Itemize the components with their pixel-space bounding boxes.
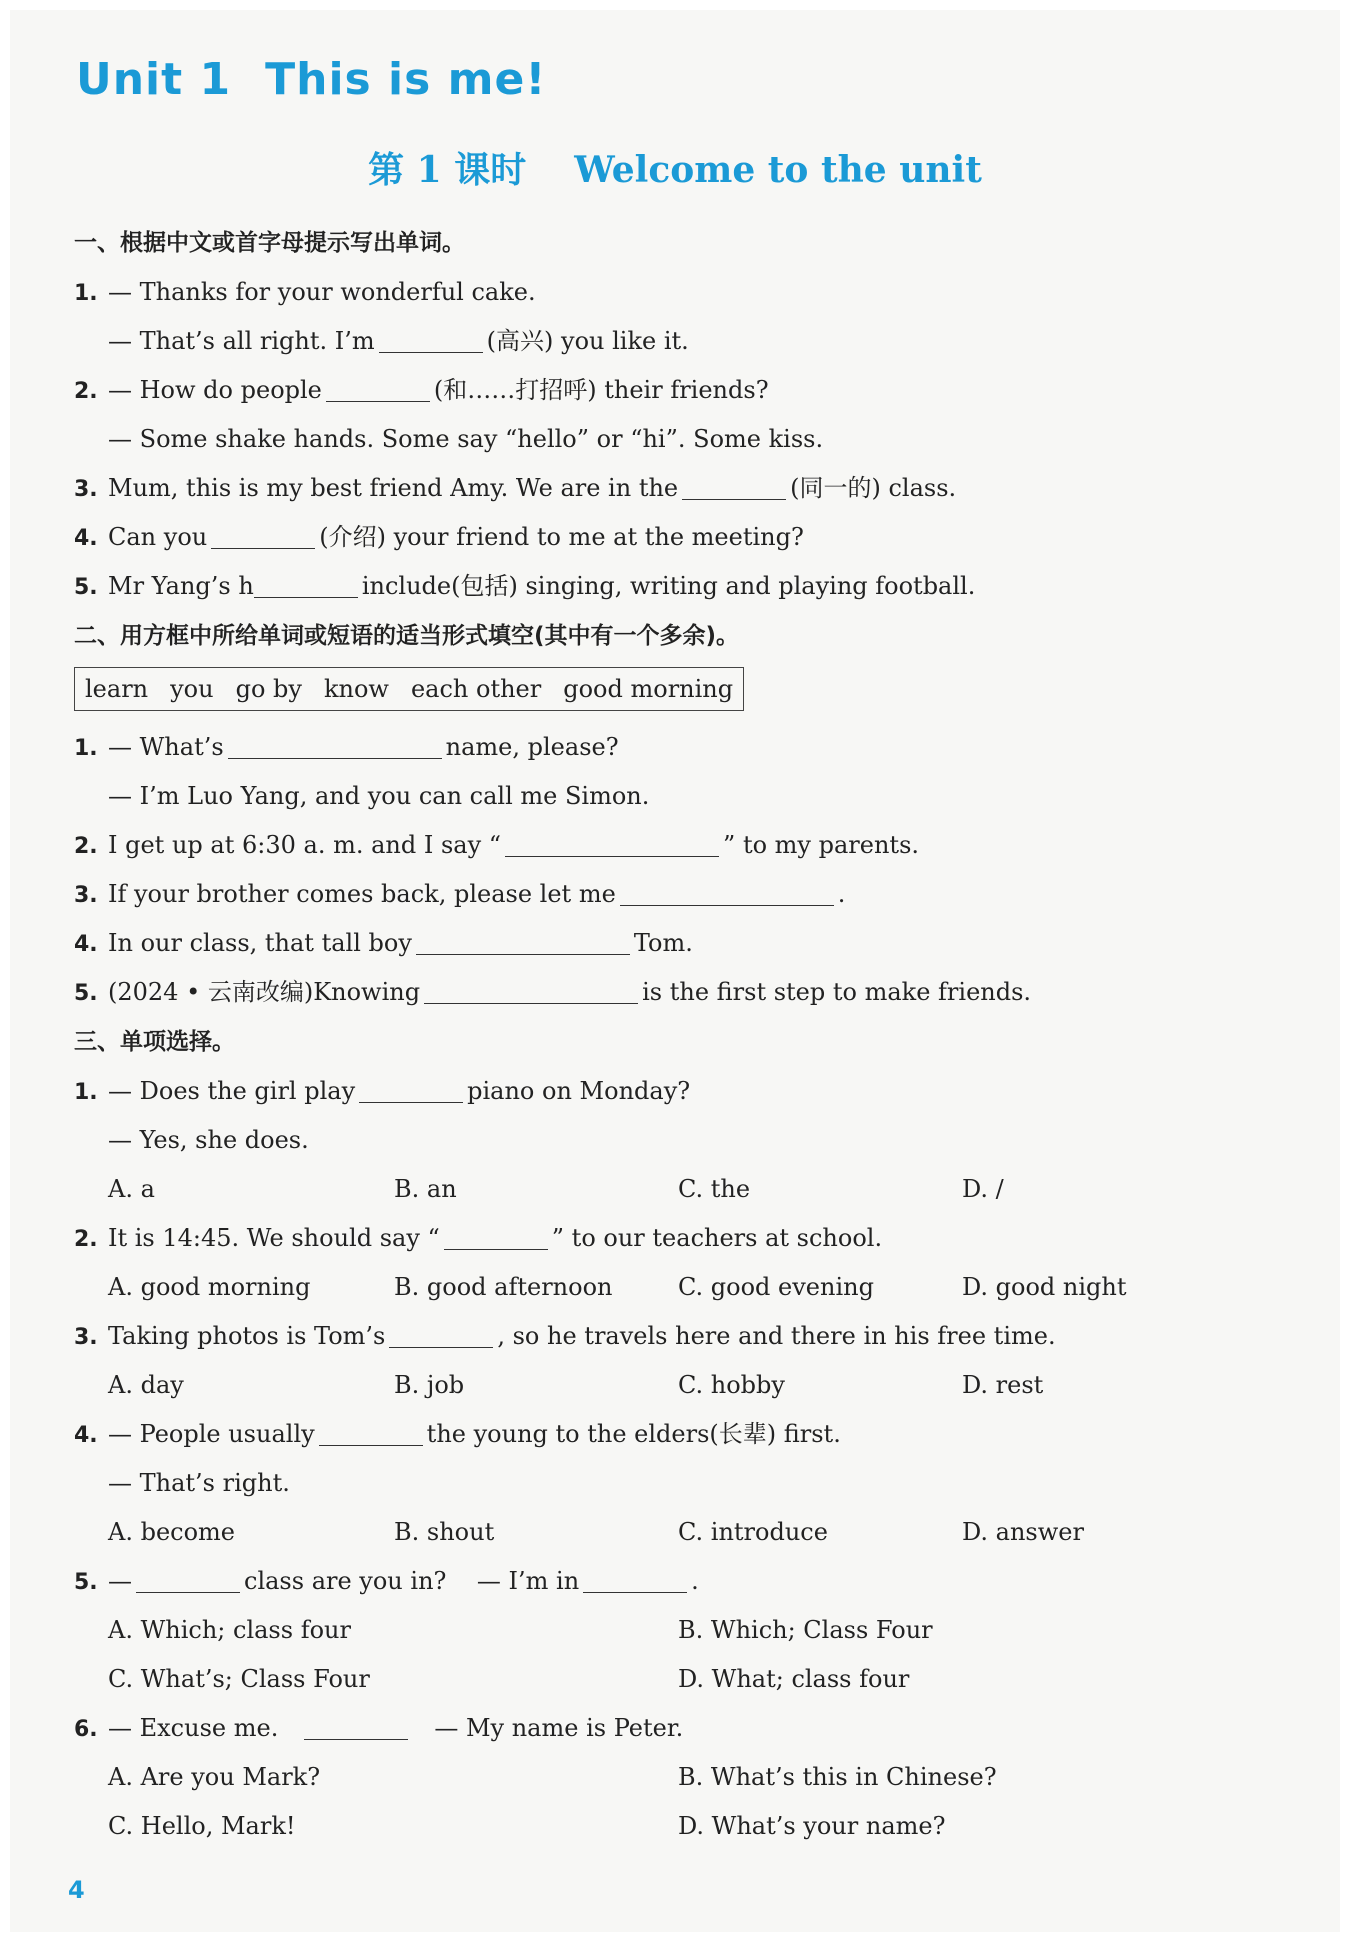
s3-q5-options-row2 <box>74 1655 1274 1704</box>
answer-blank[interactable] <box>444 1223 548 1250</box>
answer-blank[interactable] <box>620 879 834 906</box>
answer-blank[interactable] <box>505 830 719 857</box>
lesson-label: 第 1 课时 <box>368 149 527 191</box>
answer-blank[interactable] <box>379 326 483 353</box>
s1-q2-line2: — Some shake hands. Some say “hello” or “hi”. Some kiss. <box>108 425 824 453</box>
word-bank-item: know <box>323 675 389 703</box>
word-bank-item: go by <box>235 675 302 703</box>
option-d[interactable]: D. What; class four <box>678 1665 910 1693</box>
lesson-name: Welcome to the unit <box>574 149 982 191</box>
s3-q4-line1: 4. — People usually the young to the elders(长辈) first. <box>74 1420 841 1448</box>
unit-label: Unit 1 <box>76 54 232 105</box>
option-d[interactable]: D. / <box>962 1175 1004 1203</box>
answer-blank[interactable] <box>682 473 786 500</box>
s3-q1-line2: — Yes, she does. <box>108 1126 309 1154</box>
option-c[interactable]: C. introduce <box>678 1518 828 1546</box>
s3-q2: 2. It is 14:45. We should say “ ” to our teachers at school. <box>74 1224 883 1252</box>
answer-blank[interactable] <box>228 732 442 759</box>
answer-blank[interactable] <box>211 522 315 549</box>
option-b[interactable]: B. shout <box>394 1518 495 1546</box>
page-number: 4 <box>68 1876 85 1904</box>
worksheet-page <box>10 10 1340 1932</box>
answer-blank[interactable] <box>416 928 630 955</box>
answer-blank[interactable] <box>319 1419 423 1446</box>
s1-q1-line1: 1. — Thanks for your wonderful cake. <box>74 278 536 306</box>
exercise-content <box>74 218 1274 1851</box>
option-b[interactable]: B. good afternoon <box>394 1273 613 1301</box>
option-a[interactable]: A. Are you Mark? <box>108 1763 321 1791</box>
s2-q2: 2. I get up at 6:30 a. m. and I say “ ” to my parents. <box>74 831 920 859</box>
unit-title <box>76 54 580 105</box>
option-d[interactable]: D. good night <box>962 1273 1127 1301</box>
option-b[interactable]: B. job <box>394 1371 465 1399</box>
s2-q1-line2: — I’m Luo Yang, and you can call me Simon. <box>108 782 650 810</box>
s1-q2-line1: 2. — How do people (和……打招呼) their friends? <box>74 376 769 404</box>
option-c[interactable]: C. Hello, Mark! <box>108 1812 296 1840</box>
option-d[interactable]: D. rest <box>962 1371 1044 1399</box>
s3-q4-line2: — That’s right. <box>108 1469 290 1497</box>
option-c[interactable]: C. hobby <box>678 1371 785 1399</box>
word-bank-item: good morning <box>563 675 734 703</box>
answer-blank[interactable] <box>389 1321 493 1348</box>
section-3-title: 三、单项选择。 <box>74 1029 235 1055</box>
s3-q1-line1: 1. — Does the girl play piano on Monday? <box>74 1077 691 1105</box>
s3-q5-options-row1 <box>74 1606 1274 1655</box>
option-b[interactable]: B. What’s this in Chinese? <box>678 1763 997 1791</box>
option-b[interactable]: B. an <box>394 1175 457 1203</box>
s1-q5: 5. Mr Yang’s h include(包括) singing, writing and playing football. <box>74 572 976 600</box>
unit-name: This is me! <box>265 54 547 105</box>
s2-q4: 4. In our class, that tall boy Tom. <box>74 929 693 957</box>
option-a[interactable]: A. good morning <box>108 1273 311 1301</box>
answer-blank[interactable] <box>424 977 638 1004</box>
s3-q3: 3. Taking photos is Tom’s , so he travels here and there in his free time. <box>74 1322 1056 1350</box>
word-bank-item: you <box>170 675 214 703</box>
s3-q3-options <box>74 1361 1274 1410</box>
option-c[interactable]: C. good evening <box>678 1273 874 1301</box>
lesson-title <box>10 142 1340 193</box>
answer-blank[interactable] <box>583 1566 687 1593</box>
answer-blank[interactable] <box>359 1076 463 1103</box>
answer-blank[interactable] <box>326 375 430 402</box>
s3-q1-options <box>74 1165 1274 1214</box>
option-c[interactable]: C. What’s; Class Four <box>108 1665 370 1693</box>
s3-q5: 5. — class are you in? — I’m in . <box>74 1567 699 1595</box>
s3-q2-options <box>74 1263 1274 1312</box>
word-bank-box <box>74 667 744 711</box>
section-2-title: 二、用方框中所给单词或短语的适当形式填空(其中有一个多余)。 <box>74 623 740 649</box>
option-a[interactable]: A. become <box>108 1518 236 1546</box>
word-bank-item: learn <box>85 675 149 703</box>
option-a[interactable]: A. a <box>108 1175 155 1203</box>
answer-blank[interactable] <box>304 1713 408 1740</box>
answer-blank[interactable] <box>136 1566 240 1593</box>
s2-q1-line1: 1. — What’s name, please? <box>74 733 619 761</box>
s2-q5: 5. (2024 • 云南改编)Knowing is the first step to make friends. <box>74 978 1032 1006</box>
option-d[interactable]: D. What’s your name? <box>678 1812 946 1840</box>
s3-q4-options <box>74 1508 1274 1557</box>
option-a[interactable]: A. day <box>108 1371 184 1399</box>
s1-q1-line2: — That’s all right. I’m (高兴) you like it. <box>108 327 689 355</box>
s1-q4: 4. Can you (介绍) your friend to me at the meeting? <box>74 523 804 551</box>
section-1-title: 一、根据中文或首字母提示写出单词。 <box>74 230 465 256</box>
answer-blank[interactable] <box>254 571 358 598</box>
option-a[interactable]: A. Which; class four <box>108 1616 351 1644</box>
word-bank-item: each other <box>410 675 542 703</box>
s1-q3: 3. Mum, this is my best friend Amy. We are in the (同一的) class. <box>74 474 957 502</box>
option-b[interactable]: B. Which; Class Four <box>678 1616 933 1644</box>
s3-q6: 6. — Excuse me. — My name is Peter. <box>74 1714 684 1742</box>
s2-q3: 3. If your brother comes back, please let me . <box>74 880 846 908</box>
s3-q6-options-row2 <box>74 1802 1274 1851</box>
s3-q6-options-row1 <box>74 1753 1274 1802</box>
option-d[interactable]: D. answer <box>962 1518 1084 1546</box>
option-c[interactable]: C. the <box>678 1175 751 1203</box>
